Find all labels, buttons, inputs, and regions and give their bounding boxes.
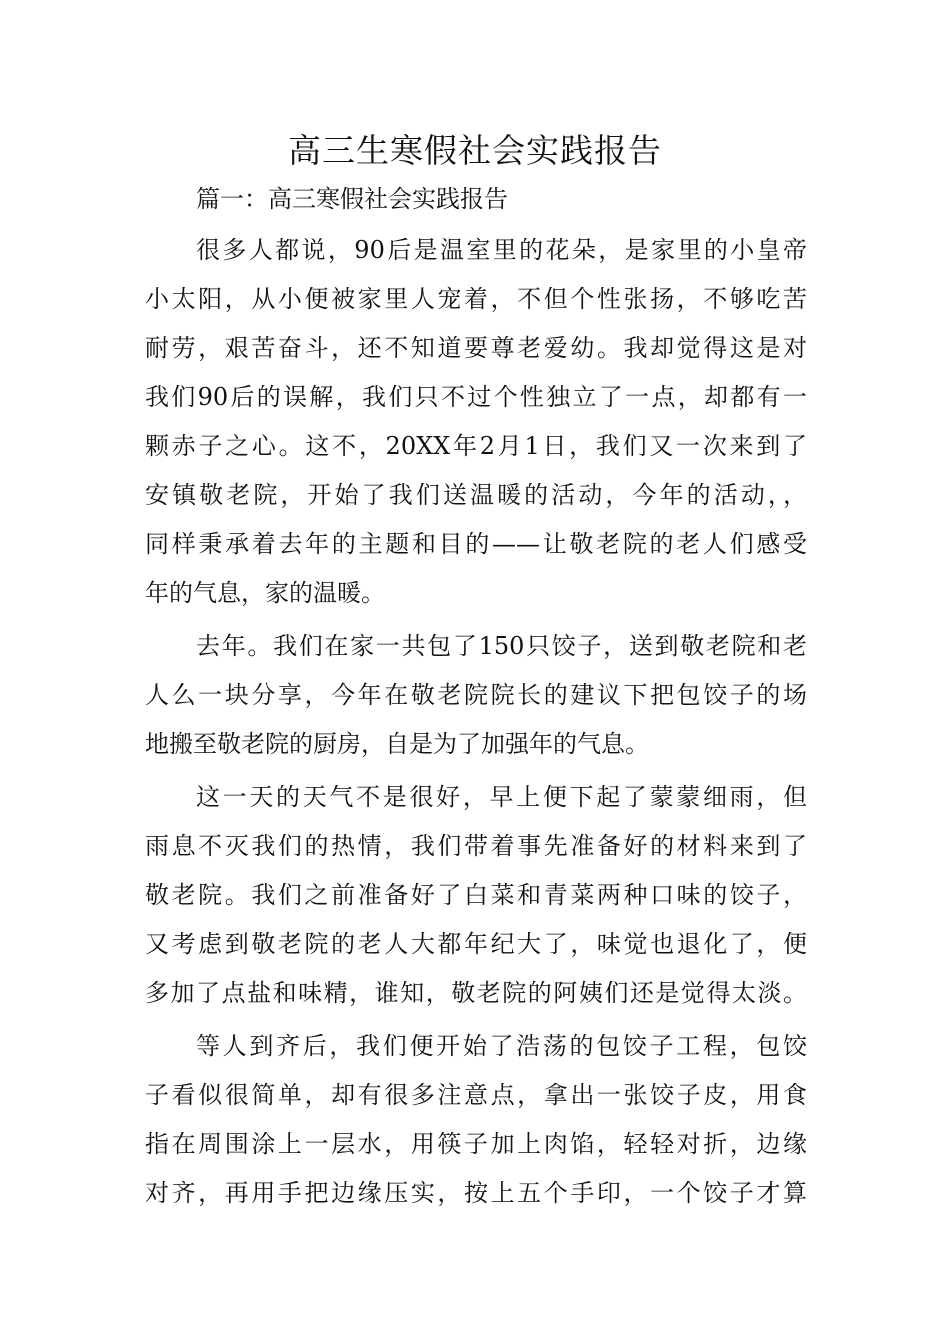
paragraph-1-line-7: 同样秉承着去年的主题和目的——让敬老院的老人们感受 (145, 530, 807, 558)
paragraph-3-line-3: 敬老院。我们之前准备好了白菜和青菜两种口味的饺子， (145, 881, 807, 909)
paragraph-3-line-1: 这一天的天气不是很好，早上便下起了蒙蒙细雨，但 (196, 783, 807, 811)
document-title: 高三生寒假社会实践报告 (288, 131, 662, 170)
paragraph-4-line-1: 等人到齐后，我们便开始了浩荡的包饺子工程，包饺 (196, 1032, 807, 1060)
paragraph-1-line-5: 颗赤子之心。这不，20XX年2月1日，我们又一次来到了 (145, 432, 807, 460)
paragraph-2-line-3: 地搬至敬老院的厨房，自是为了加强年的气息。 (145, 730, 649, 758)
section-heading: 篇一：高三寒假社会实践报告 (196, 185, 508, 213)
paragraph-1-line-3: 耐劳，艰苦奋斗，还不知道要尊老爱幼。我却觉得这是对 (145, 334, 807, 362)
paragraph-1-line-1: 很多人都说，90后是温室里的花朵，是家里的小皇帝 (196, 236, 807, 264)
paragraph-1-line-2: 小太阳，从小便被家里人宠着，不但个性张扬，不够吃苦 (145, 285, 807, 313)
paragraph-1-line-4: 我们90后的误解，我们只不过个性独立了一点，却都有一 (145, 383, 807, 411)
paragraph-3-line-2: 雨息不灭我们的热情，我们带着事先准备好的材料来到了 (145, 832, 807, 860)
paragraph-3-line-4: 又考虑到敬老院的老人大都年纪大了，味觉也退化了，便 (145, 930, 807, 958)
paragraph-1-line-6: 安镇敬老院，开始了我们送温暖的活动，今年的活动，， (145, 481, 807, 509)
paragraph-2-line-1: 去年。我们在家一共包了150只饺子，送到敬老院和老 (196, 632, 807, 660)
paragraph-4-line-4: 对齐，再用手把边缘压实，按上五个手印，一个饺子才算 (145, 1179, 807, 1207)
paragraph-4-line-2: 子看似很简单，却有很多注意点，拿出一张饺子皮，用食 (145, 1081, 807, 1109)
paragraph-1-line-8: 年的气息，家的温暖。 (145, 579, 385, 607)
paragraph-4-line-3: 指在周围涂上一层水，用筷子加上肉馅，轻轻对折，边缘 (145, 1130, 807, 1158)
paragraph-2-line-2: 人么一块分享，今年在敬老院院长的建议下把包饺子的场 (145, 681, 807, 709)
paragraph-3-line-5: 多加了点盐和味精，谁知，敬老院的阿姨们还是觉得太淡。 (145, 979, 807, 1007)
